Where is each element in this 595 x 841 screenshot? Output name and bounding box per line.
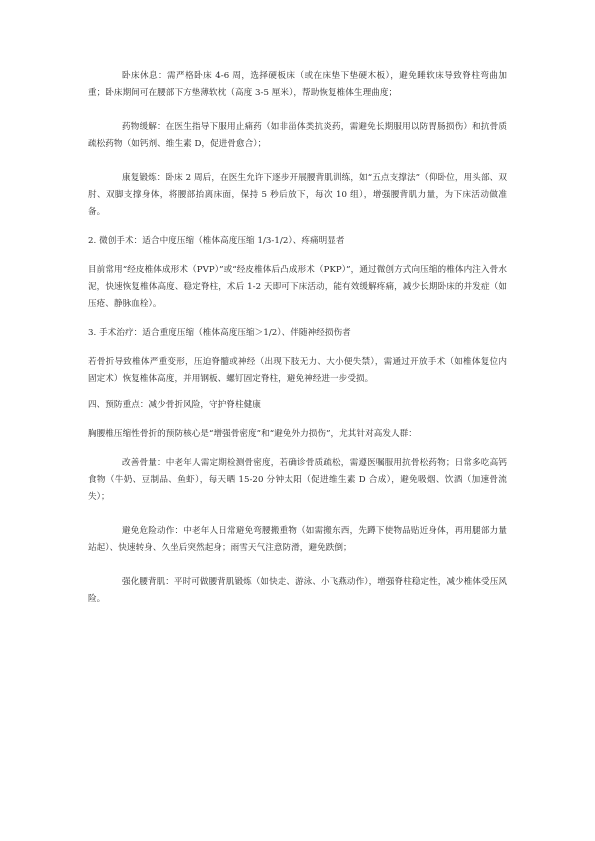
paragraph-bed-rest: 卧床休息：需严格卧床 4-6 周，选择硬板床（或在床垫下垫硬木板），避免睡软床导致脊柱弯曲加重；卧床期间可在腰部下方垫薄软枕（高度 3-5 厘米），帮助恢复椎体生理曲度； — [88, 71, 507, 98]
paragraph-open-surgery: 若骨折导致椎体严重变形，压迫脊髓或神经（出现下肢无力、大小便失禁），需通过开放手术（如椎体复位内固定术）恢复椎体高度，并用钢板、螺钉固定脊柱，避免神经进一步受损。 — [88, 357, 507, 384]
heading-minimally-invasive-surgery: 2. 微创手术：适合中度压缩（椎体高度压缩 1/3-1/2）、疼痛明显者 — [88, 236, 345, 246]
paragraph-rehab-exercise: 康复锻炼：卧床 2 周后，在医生允许下逐步开展腰背肌训练，如“五点支撑法”（仰卧位，用头部、双肘、双脚支撑身体，将腰部抬离床面，保持 5 秒后放下，每次 10 组），增强腰背肌力量，为下床活动做准备。 — [88, 173, 507, 217]
paragraph-prevention-core: 胸腰椎压缩性骨折的预防核心是“增强骨密度”和“避免外力损伤”，尤其针对高发人群： — [88, 429, 417, 439]
paragraph-bone-mass: 改善骨量：中老年人需定期检测骨密度，若确诊骨质疏松，需遵医嘱服用抗骨松药物；日常多吃高钙食物（牛奶、豆制品、鱼虾），每天晒 15-20 分钟太阳（促进维生素 D 合成），避免吸烟、饮酒（加速骨流失）； — [88, 458, 507, 502]
heading-prevention: 四、预防重点：减少骨折风险，守护脊柱健康 — [88, 400, 261, 410]
paragraph-strengthen-back: 强化腰背肌：平时可做腰背肌锻炼（如快走、游泳、小飞燕动作），增强脊柱稳定性，减少椎体受压风险。 — [88, 577, 507, 604]
paragraph-pvp-pkp: 目前常用“经皮椎体成形术（PVP）”或“经皮椎体后凸成形术（PKP）”，通过微创方式向压缩的椎体内注入骨水泥，快速恢复椎体高度、稳定脊柱，术后 1-2 天即可下床活动，能有效缓解疼痛，减少长期卧床的并发症（如压疮、静脉血栓）。 — [88, 265, 507, 309]
paragraph-medication: 药物缓解：在医生指导下服用止痛药（如非甾体类抗炎药，需避免长期服用以防胃肠损伤）和抗骨质疏松药物（如钙剂、维生素 D，促进骨愈合）； — [88, 122, 507, 149]
paragraph-avoid-risky-moves: 避免危险动作：中老年人日常避免弯腰搬重物（如需搬东西，先蹲下使物品贴近身体，再用腿部力量站起）、快速转身、久坐后突然起身；雨雪天气注意防滑，避免跌倒； — [88, 526, 507, 553]
heading-surgical-treatment: 3. 手术治疗：适合重度压缩（椎体高度压缩＞1/2）、伴随神经损伤者 — [88, 328, 351, 338]
